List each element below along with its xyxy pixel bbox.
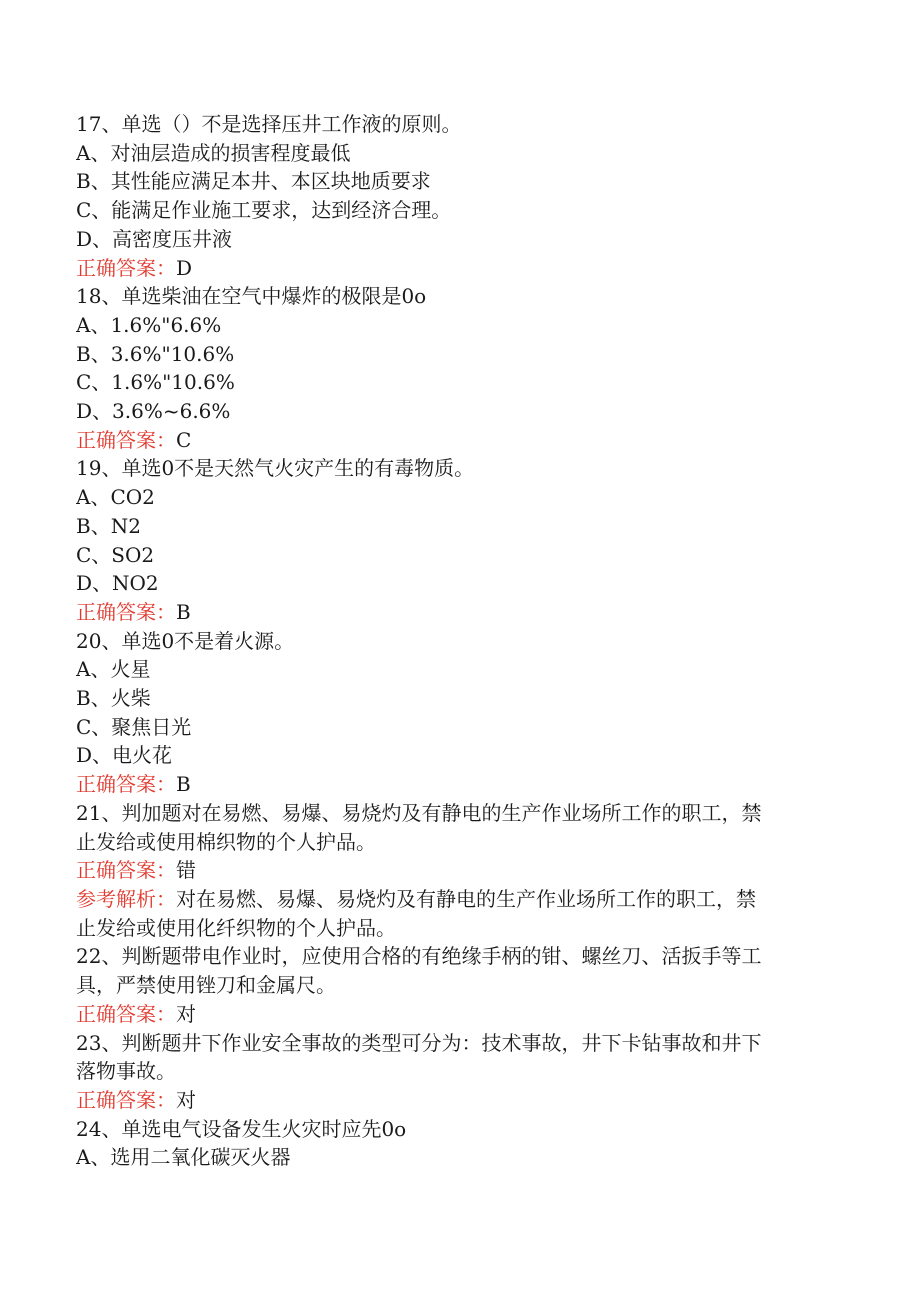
option-a: A、火星 (76, 657, 151, 682)
explanation-line-2: 止发给或使用化纤织物的个人护品。 (76, 915, 396, 940)
correct-answer-label: 正确答案： (76, 1087, 176, 1112)
question-stem: 18、单选柴油在空气中爆炸的极限是0o (76, 284, 427, 309)
correct-answer-value: 对 (176, 1087, 196, 1112)
correct-answer-label: 正确答案： (76, 599, 176, 624)
question-stem-line-2: 止发给或使用棉织物的个人护品。 (76, 829, 376, 854)
correct-answer-label: 正确答案： (76, 427, 176, 452)
correct-answer-value: 对 (176, 1001, 196, 1026)
explanation-label: 参考解析： (76, 886, 176, 911)
question-stem: 20、单选0不是着火源。 (76, 628, 295, 653)
option-c: C、1.6%"10.6% (76, 370, 235, 395)
question-17 (76, 110, 816, 282)
explanation-text-1: 对在易燃、易爆、易烧灼及有静电的生产作业场所工作的职工，禁 (176, 886, 756, 911)
option-c: C、能满足作业施工要求，达到经济合理。 (76, 198, 452, 223)
option-c: C、聚焦日光 (76, 714, 192, 739)
explanation-line-1 (76, 885, 816, 914)
question-stem: 17、单选（）不是选择压井工作液的原则。 (76, 112, 462, 136)
correct-answer (76, 598, 816, 627)
option-a: A、CO2 (76, 485, 155, 510)
option-a: A、对油层造成的损害程度最低 (76, 140, 351, 165)
question-stem: 24、单选电气设备发生火灾时应先0o (76, 1116, 407, 1141)
option-d: D、高密度压井液 (76, 226, 233, 251)
option-b: B、N2 (76, 513, 141, 538)
question-21 (76, 799, 816, 943)
option-b: B、火柴 (76, 686, 151, 711)
question-22 (76, 942, 816, 1028)
correct-answer-value: 错 (176, 858, 196, 883)
option-d: D、3.6%~6.6% (76, 399, 231, 424)
question-stem-line-1: 23、判断题井下作业安全事故的类型可分为：技术事故，井下卡钻事故和井下 (76, 1030, 762, 1055)
document-page (76, 110, 816, 1172)
correct-answer-value: D (176, 255, 193, 280)
question-18 (76, 282, 816, 454)
question-19 (76, 454, 816, 626)
correct-answer (76, 770, 816, 799)
question-23 (76, 1029, 816, 1115)
option-b: B、其性能应满足本井、本区块地质要求 (76, 169, 431, 194)
correct-answer (76, 254, 816, 283)
correct-answer-label: 正确答案： (76, 772, 176, 797)
correct-answer-label: 正确答案： (76, 858, 176, 883)
correct-answer (76, 1086, 816, 1115)
question-24 (76, 1115, 816, 1172)
option-b: B、3.6%"10.6% (76, 341, 235, 366)
correct-answer (76, 856, 816, 885)
correct-answer (76, 426, 816, 455)
option-c: C、SO2 (76, 542, 155, 567)
option-a: A、选用二氧化碳灭火器 (76, 1145, 291, 1170)
correct-answer-value: B (176, 599, 191, 624)
correct-answer-label: 正确答案： (76, 1001, 176, 1026)
option-a: A、1.6%"6.6% (76, 312, 222, 337)
question-stem: 19、单选0不是天然气火灾产生的有毒物质。 (76, 456, 475, 481)
option-d: D、电火花 (76, 743, 173, 768)
correct-answer-label: 正确答案： (76, 255, 176, 280)
option-d: D、NO2 (76, 571, 159, 596)
correct-answer (76, 1000, 816, 1029)
correct-answer-value: C (176, 427, 192, 452)
question-stem-line-2: 具，严禁使用锉刀和金属尺。 (76, 973, 336, 998)
question-stem-line-2: 落物事故。 (76, 1059, 176, 1084)
question-stem-line-1: 21、判加题对在易燃、易爆、易烧灼及有静电的生产作业场所工作的职工，禁 (76, 800, 762, 825)
question-stem-line-1: 22、判断题带电作业时，应使用合格的有绝缘手柄的钳、螺丝刀、活扳手等工 (76, 944, 762, 969)
correct-answer-value: B (176, 772, 191, 797)
question-20 (76, 627, 816, 799)
